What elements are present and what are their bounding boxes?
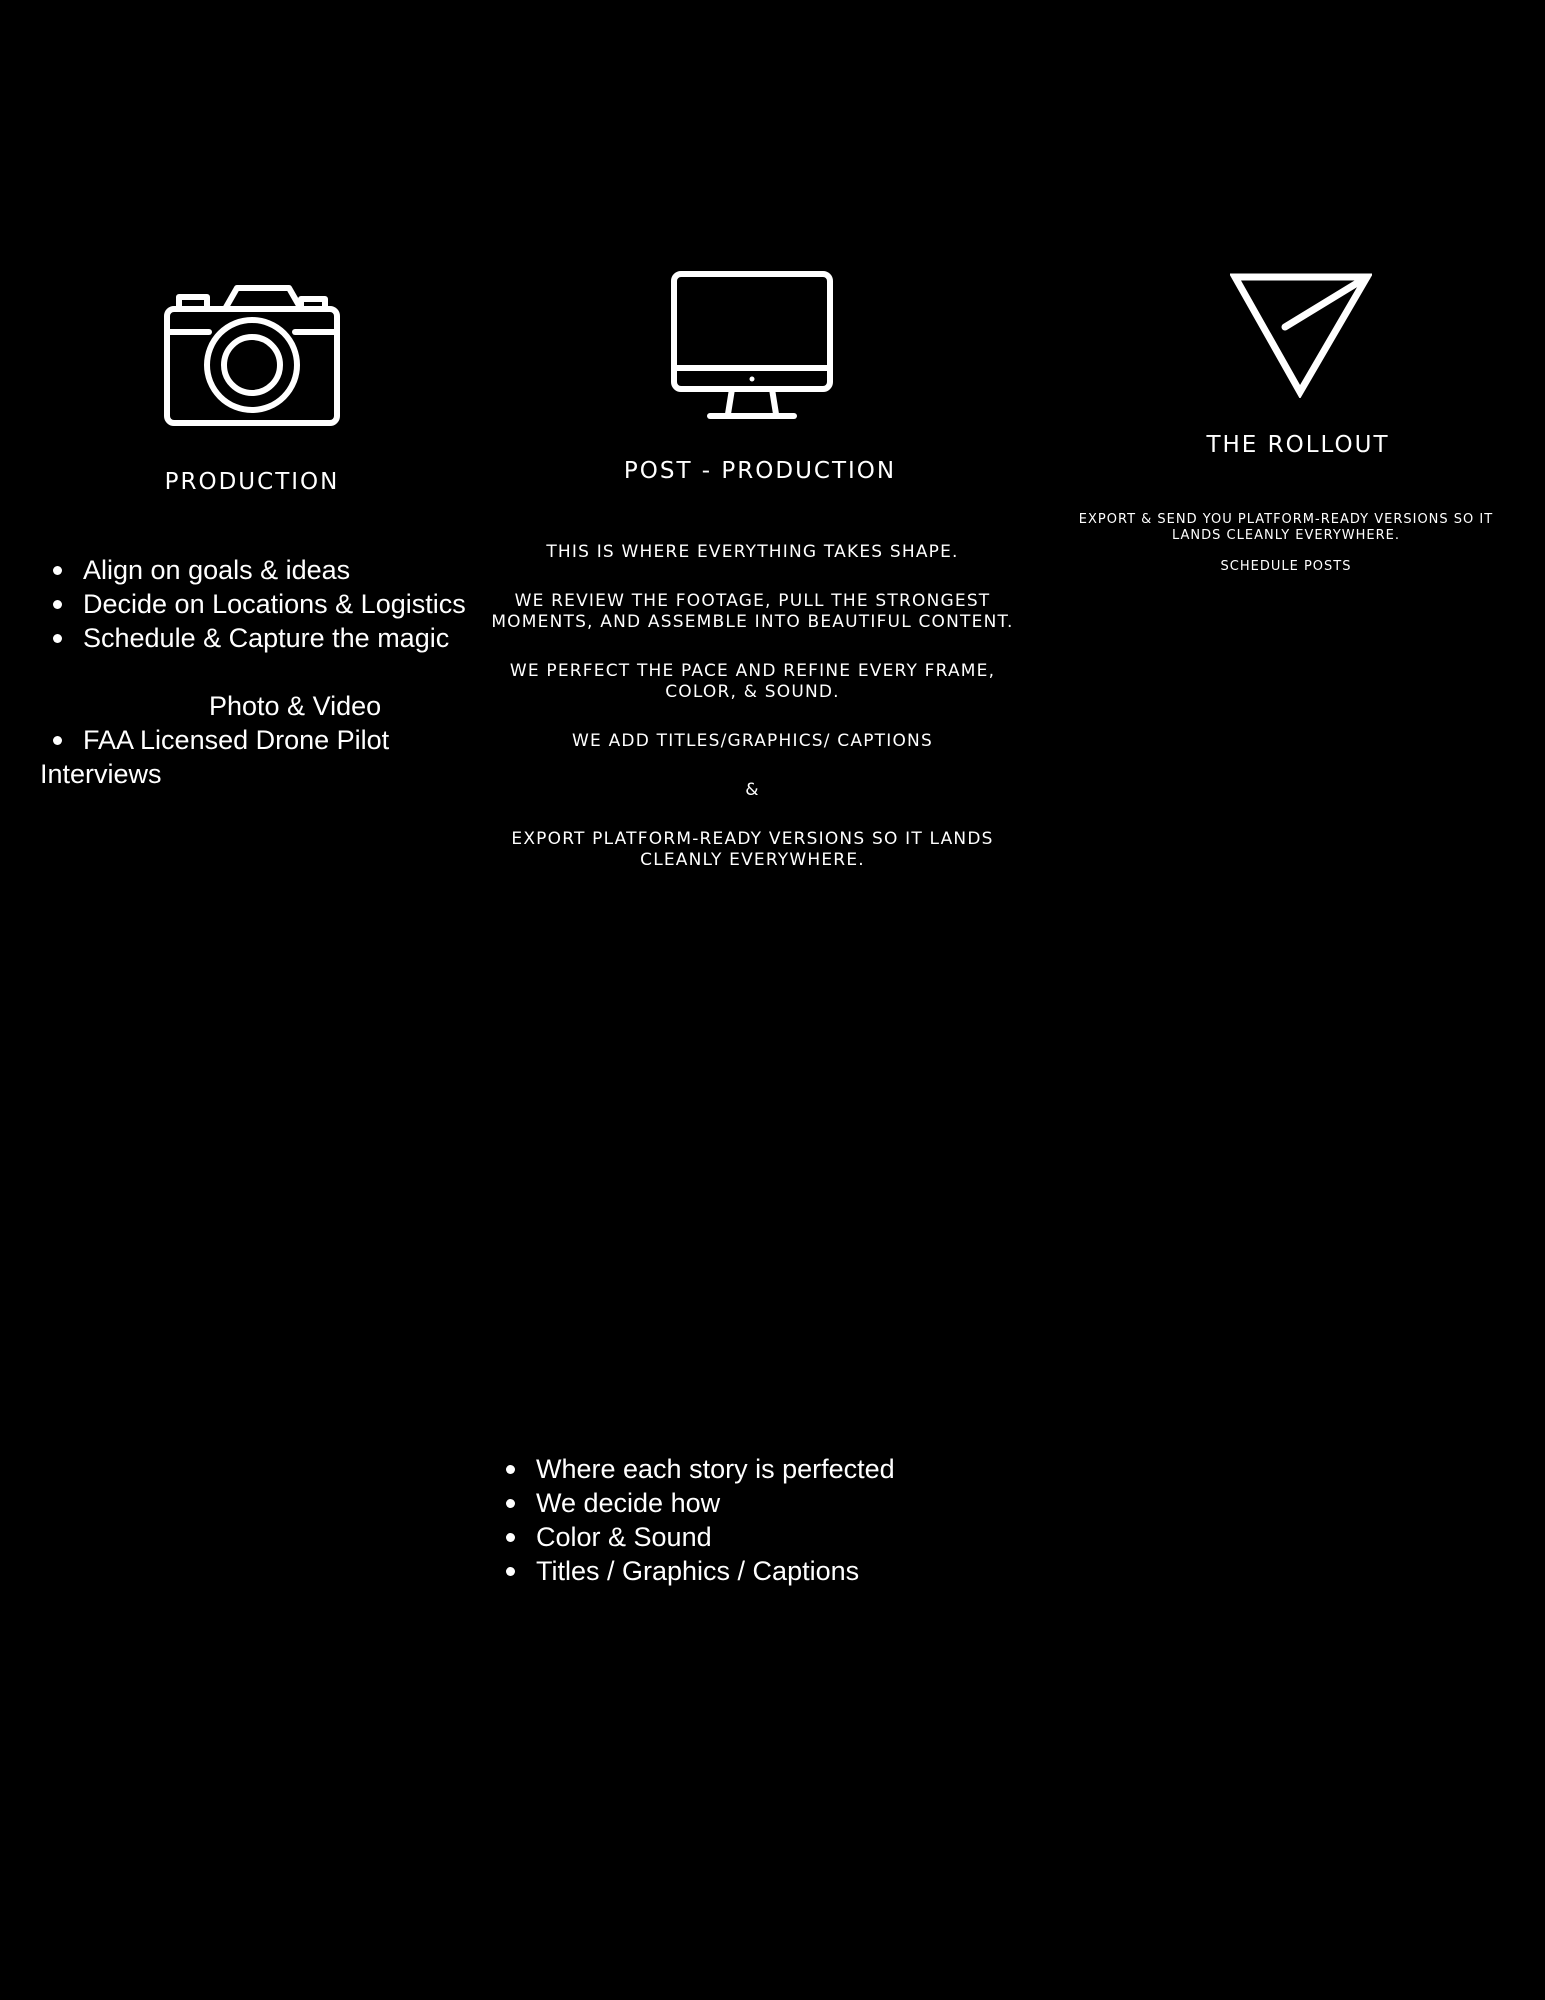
list-item: We decide how: [493, 1486, 895, 1520]
post-paragraph: WE ADD TITLES/GRAPHICS/ CAPTIONS: [572, 731, 933, 751]
list-item: Align on goals & ideas: [40, 553, 466, 587]
list-item: Schedule & Capture the magic: [40, 621, 466, 655]
production-subline: Photo & Video: [209, 691, 382, 721]
list-item: Where each story is perfected: [493, 1452, 895, 1486]
list-item: Titles / Graphics / Captions: [493, 1554, 895, 1588]
production-list-2: [40, 723, 389, 757]
rollout-description: [1058, 512, 1514, 590]
production-tail-text: Interviews: [40, 759, 162, 789]
post-paragraph: THIS IS WHERE EVERYTHING TAKES SHAPE.: [546, 542, 959, 562]
rollout-paragraph: EXPORT & SEND YOU PLATFORM-READY VERSIONS SO IT LANDS CLEANLY EVERYWHERE.: [1078, 512, 1494, 543]
post-paragraph: WE PERFECT THE PACE AND REFINE EVERY FRAME, COLOR, & SOUND.: [509, 661, 996, 702]
list-item: FAA Licensed Drone Pilot: [40, 723, 389, 757]
production-heading: PRODUCTION: [164, 469, 340, 495]
post-paragraph: EXPORT PLATFORM-READY VERSIONS SO IT LANDS CLEANLY EVERYWHERE.: [511, 829, 994, 870]
post-production-list: [493, 1452, 895, 1588]
list-item: Decide on Locations & Logistics: [40, 587, 466, 621]
monitor-icon: [670, 270, 835, 422]
camera-icon: [163, 283, 341, 427]
production-list: [40, 553, 466, 655]
post-paragraph: &: [745, 780, 760, 800]
post-paragraph: WE REVIEW THE FOOTAGE, PULL THE STRONGEST MOMENTS, AND ASSEMBLE INTO BEAUTIFUL CONTENT.: [491, 591, 1014, 632]
post-production-heading: POST - PRODUCTION: [623, 458, 897, 484]
list-item: Color & Sound: [493, 1520, 895, 1554]
rollout-heading: THE ROLLOUT: [1206, 432, 1390, 458]
post-production-description: [490, 542, 1015, 899]
rollout-paragraph: SCHEDULE POSTS: [1220, 559, 1352, 574]
send-icon: [1230, 272, 1372, 398]
